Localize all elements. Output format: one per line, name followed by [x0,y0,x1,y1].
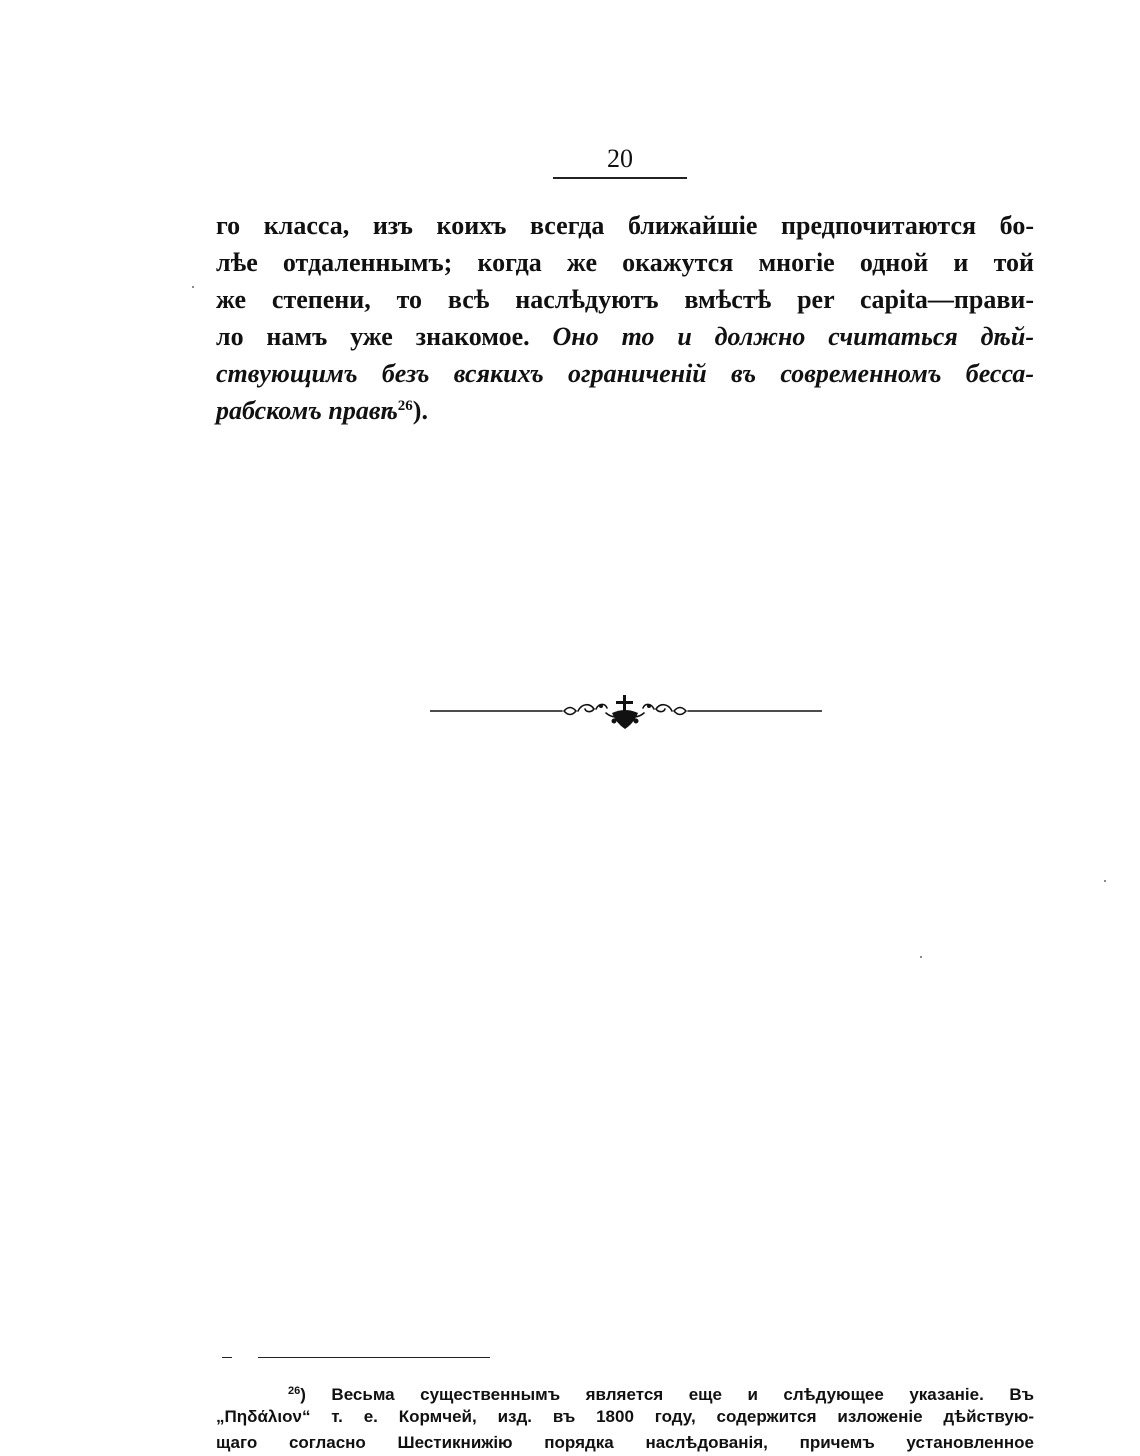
body-line: лѣе отдаленнымъ; когда же окажутся многіе одной и той [216,248,1034,277]
speck [1104,880,1106,882]
page-number-rule [553,177,687,179]
fleuron-divider-icon [430,695,822,731]
footnote-rule [258,1357,490,1358]
body-line: же степени, то всѣ наслѣдуютъ вмѣстѣ per capita—прави- [216,285,1034,314]
speck [920,956,922,958]
footnote-line: „Πηδάλιον“ т. е. Кормчей, изд. въ 1800 году, содержится изложеніе дѣйствую- [216,1407,1034,1426]
speck [192,286,194,288]
footnote-text: ) Весьма существеннымъ является еще и слѣдующее указаніе. Въ [300,1385,1034,1404]
footnote-line: щаго согласно Шестикнижію порядка наслѣдованія, причемъ установленное [216,1433,1034,1452]
footnotes [216,1378,1034,1456]
footnote-line [216,1378,1034,1404]
body-line-regular: ло намъ уже знакомое. [216,322,530,351]
body-line [216,392,1034,429]
page-number: 20 [607,144,633,173]
body-line [216,318,1034,355]
body-line-italic: Оно то и должно считаться дѣй- [552,322,1035,351]
body-line: го класса, изъ коихъ всегда ближайшіе предпочитаются бо- [216,211,1034,240]
footnote-marker: 26 [288,1385,301,1397]
body-text [216,207,1034,429]
body-line: ствующимъ безъ всякихъ ограниченій въ современномъ бесса- [216,359,1034,388]
footnote-reference: 26 [397,398,413,414]
body-line-end: ). [412,396,428,425]
body-line-italic: рабскомъ правѣ [216,396,398,425]
footnote-rule-dash [222,1357,232,1358]
